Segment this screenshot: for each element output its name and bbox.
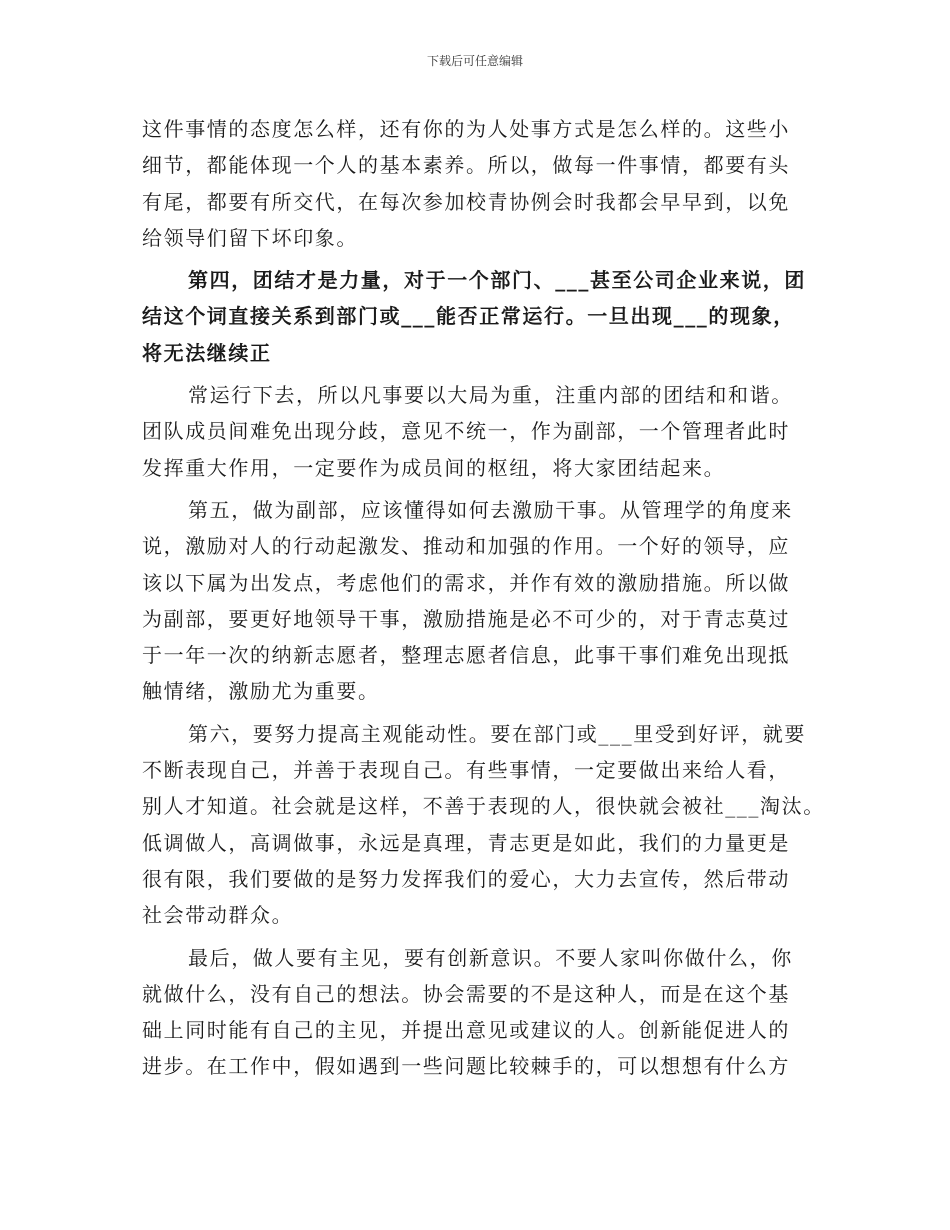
paragraph-line: 社会带动群众。 (142, 903, 294, 928)
paragraph (142, 940, 822, 1085)
paragraph-line: 为副部，要更好地领导干事，激励措施是必不可少的，对于青志莫过 (142, 606, 790, 631)
paragraph-line: 触情绪，激励尤为重要。 (142, 679, 380, 704)
paragraph-line: 该以下属为出发点，考虑他们的需求，并作有效的激励措施。所以做 (142, 570, 790, 595)
document-body (142, 111, 825, 1091)
paragraph (142, 492, 822, 710)
paragraph-line: 这件事情的态度怎么样，还有你的为人处事方式是怎么样的。这些小 (142, 117, 790, 141)
paragraph-line: 第五，做为副部，应该懂得如何去激励干事。从管理学的角度来 (188, 497, 793, 522)
paragraph-line: 结这个词直接关系到部门或___能否正常运行。一旦出现___的现象， (142, 304, 795, 329)
paragraph-line: 给领导们留下坏印象。 (142, 225, 358, 250)
paragraph (142, 716, 825, 934)
paragraph-line: 于一年一次的纳新志愿者，整理志愿者信息，此事干事们难免出现抵 (142, 643, 790, 668)
paragraph-line: 细节，都能体现一个人的基本素养。所以，做每一件事情，都要有头 (142, 153, 790, 178)
page-header: 下载后可任意编辑 (426, 54, 523, 68)
paragraph-line: 进步。在工作中，假如遇到一些问题比较棘手的，可以想想有什么方 (142, 1054, 790, 1079)
paragraph-line: 最后，做人要有主见，要有创新意识。不要人家叫你做什么，你 (188, 945, 793, 970)
paragraph-line: 低调做人，高调做事，永远是真理，青志更是如此，我们的力量更是 (142, 830, 790, 855)
paragraph-line: 团队成员间难免出现分歧，意见不统一，作为副部，一个管理者此时 (142, 419, 790, 444)
paragraph-line: 常运行下去，所以凡事要以大局为重，注重内部的团结和和谐。 (188, 383, 793, 408)
paragraph-line: 第六，要努力提高主观能动性。要在部门或___里受到好评，就要 (188, 721, 806, 746)
paragraph-line: 就做什么，没有自己的想法。协会需要的不是这种人，而是在这个基 (142, 981, 790, 1006)
paragraph-line: 发挥重大作用，一定要作为成员间的枢纽，将大家团结起来。 (142, 455, 726, 480)
paragraph-line: 很有限，我们要做的是努力发挥我们的爱心，大力去宣传，然后带动 (142, 866, 790, 891)
paragraph (142, 377, 822, 486)
paragraph-line: 将无法继续正 (142, 340, 272, 365)
paragraph-line: 有尾，都要有所交代，在每次参加校青协例会时我都会早早到，以免 (142, 189, 790, 214)
paragraph-line: 础上同时能有自己的主见，并提出意见或建议的人。创新能促进人的 (142, 1018, 790, 1043)
paragraph (142, 262, 822, 371)
paragraph-line: 别人才知道。社会就是这样，不善于表现的人，很快就会被社___淘汰。 (142, 794, 825, 819)
paragraph-line: 不断表现自己，并善于表现自己。有些事情，一定要做出来给人看， (142, 758, 790, 783)
paragraph-line: 第四，团结才是力量，对于一个部门、___甚至公司企业来说，团 (188, 268, 806, 293)
paragraph-line: 说，激励对人的行动起激发、推动和加强的作用。一个好的领导，应 (142, 534, 790, 559)
paragraph (142, 111, 822, 256)
